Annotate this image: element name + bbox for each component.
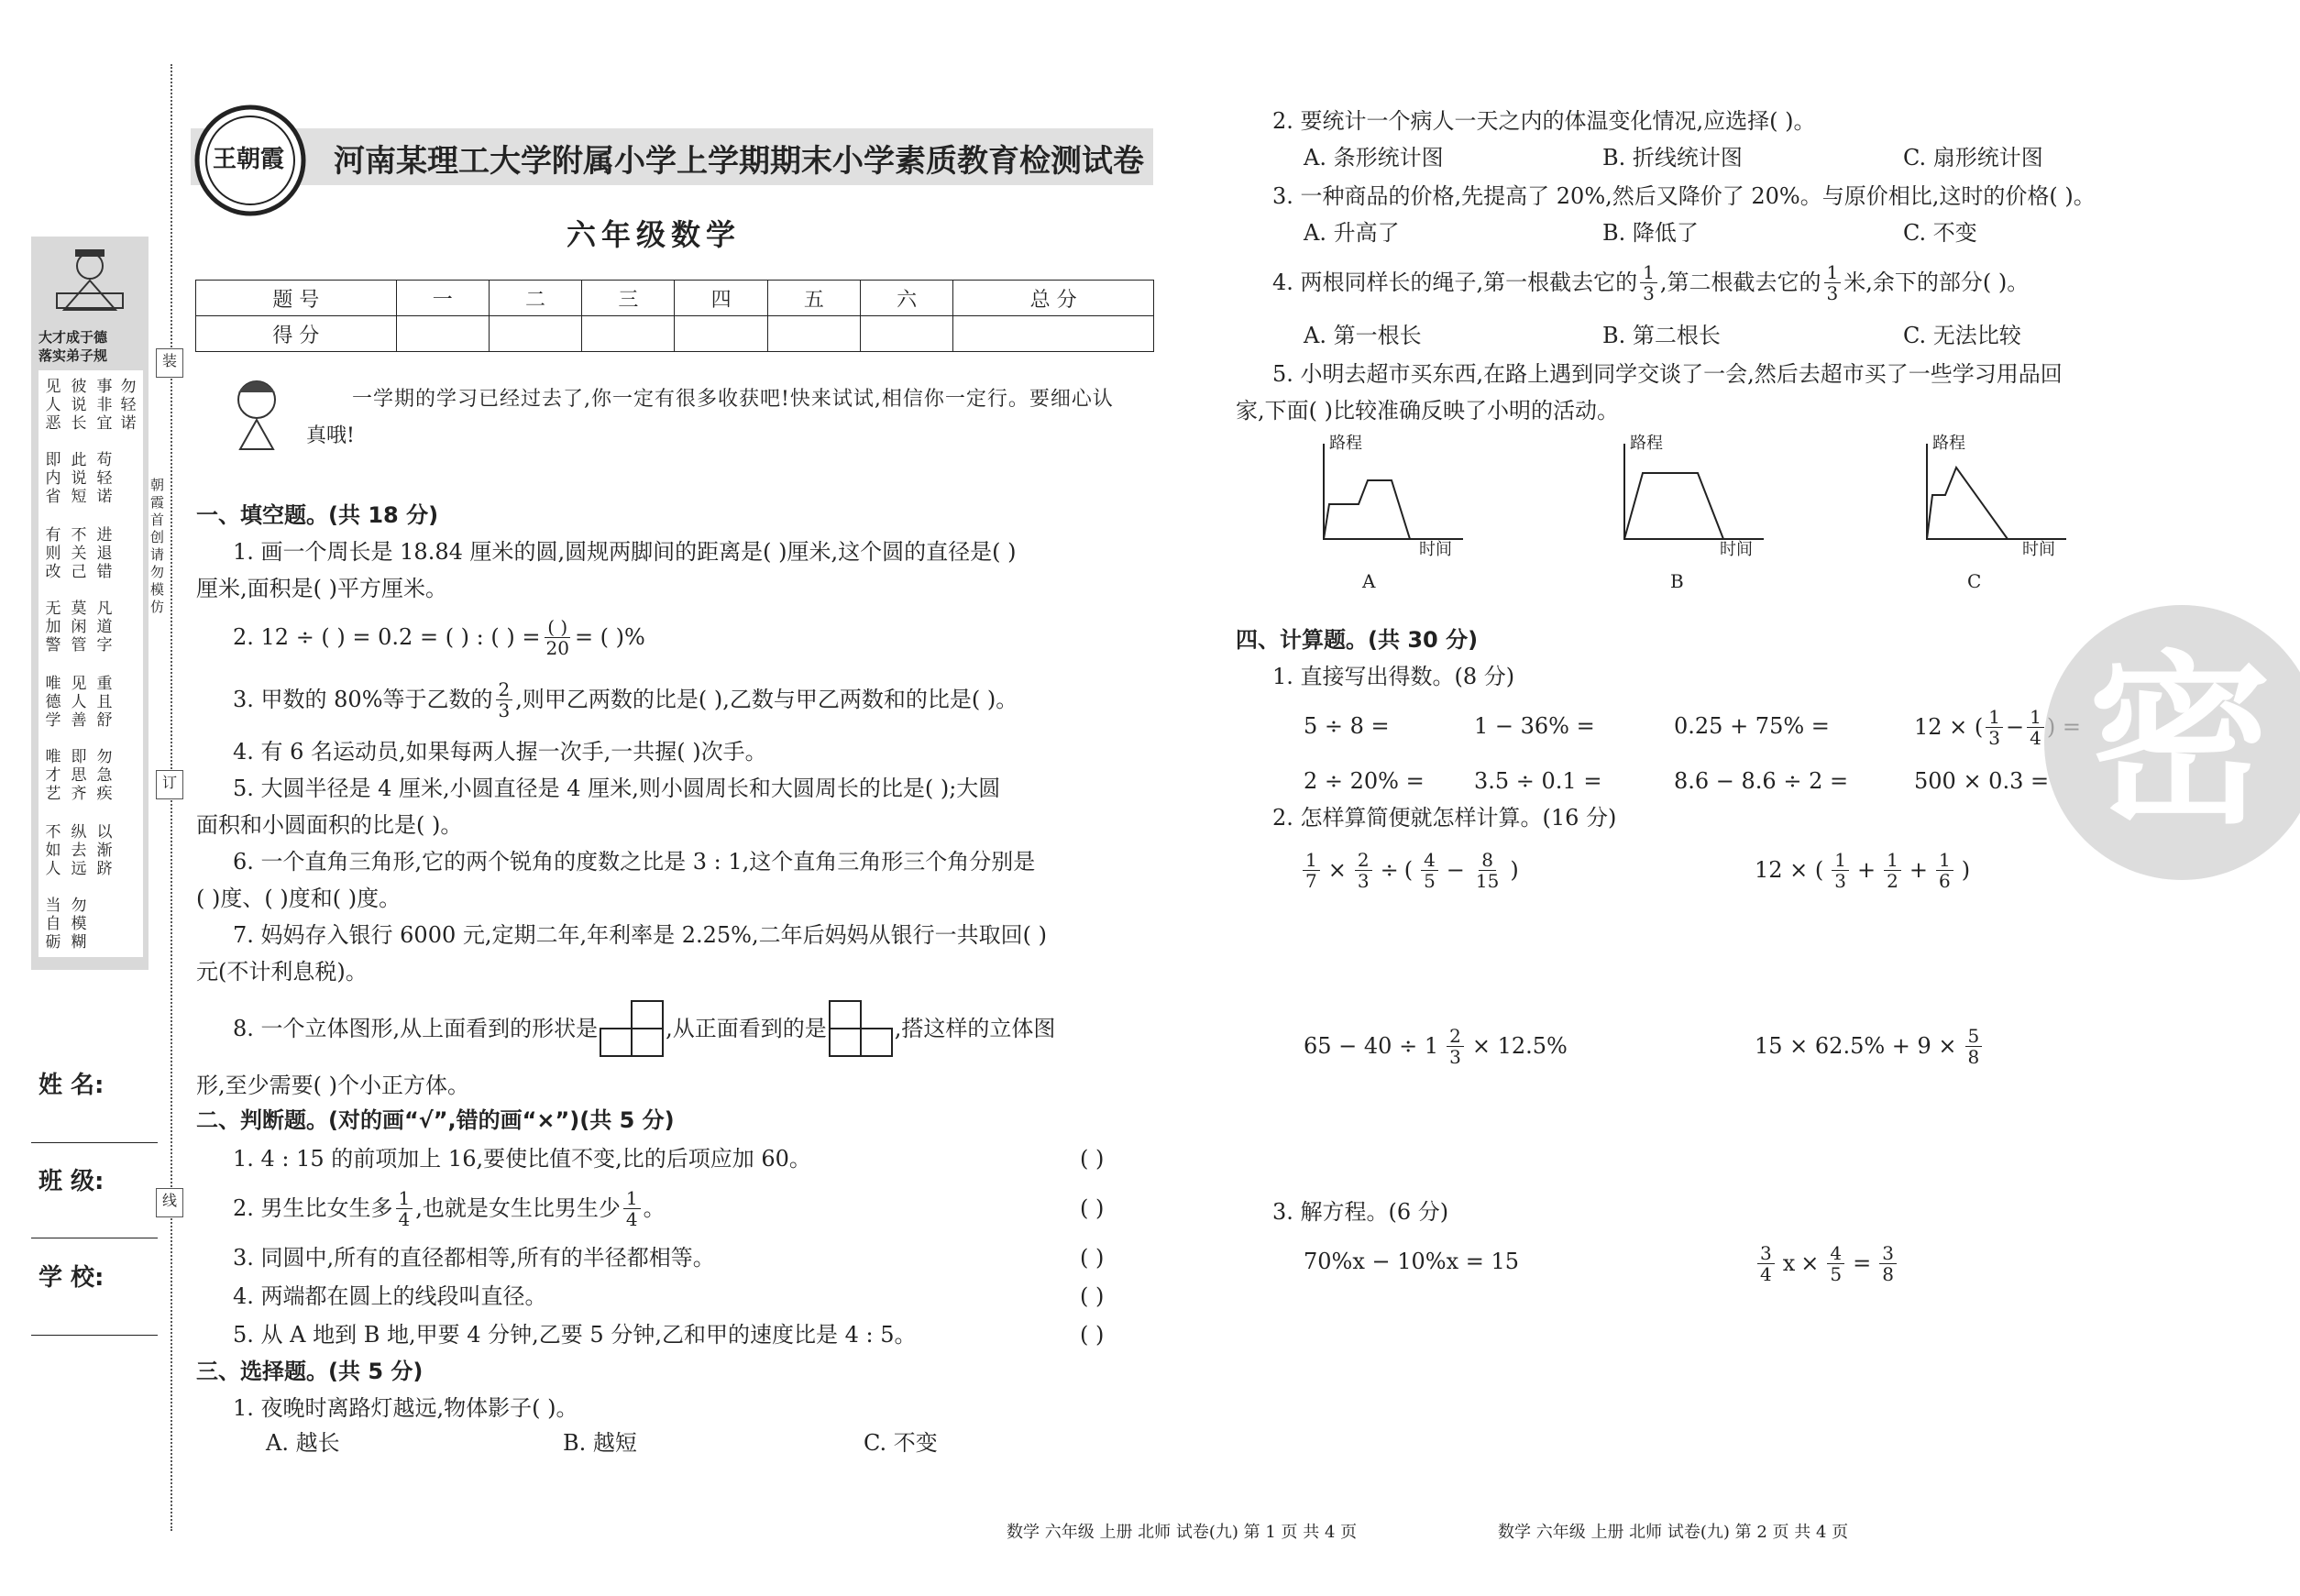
fraction-2-3 <box>1355 850 1372 891</box>
maxim: 彼说长 <box>71 378 87 433</box>
denominator: 4 <box>625 1207 638 1230</box>
fraction-8-15 <box>1473 850 1502 891</box>
maxim: 勿模糊 <box>71 897 87 952</box>
maxim: 当自砺 <box>45 897 61 952</box>
s3-q2-opt-b[interactable]: B. 折线统计图 <box>1602 145 1743 171</box>
fraction-1-3 <box>1986 707 2003 748</box>
denominator: 2 <box>1887 869 1898 892</box>
maxims-panel <box>39 370 143 957</box>
fraction-1-3 <box>1832 850 1849 891</box>
s1-q8-mid: ,从正面看到的是 <box>666 1016 827 1041</box>
subject-title: 六年级数学 <box>567 217 742 252</box>
s1-q2-pre: 2. 12 ÷ ( ) = 0.2 = ( ) : ( ) = <box>233 624 541 650</box>
s1-q6a: 6. 一个直角三角形,它的两个锐角的度数之比是 3 : 1,这个直角三角形三个角分别是 <box>233 849 1036 875</box>
s3-q4-mid2: 米,余下的部分( )。 <box>1843 270 2030 295</box>
graph-b[interactable] <box>1602 431 1767 596</box>
score-input[interactable] <box>767 316 860 352</box>
top-view-shape <box>600 1000 664 1057</box>
score-cell: 题 号 <box>196 281 397 316</box>
seal-char-3: 线 <box>156 1188 183 1217</box>
name-line <box>31 1142 158 1143</box>
op-minus: − <box>1446 857 1465 883</box>
maxim: 以渐跻 <box>96 823 113 878</box>
op-div: ÷ <box>1380 857 1399 883</box>
s1-q2 <box>233 612 645 662</box>
name-label: 姓 名: <box>39 1072 105 1099</box>
score-row-label: 得 分 <box>196 316 397 352</box>
graph-c-plot <box>1905 440 2070 550</box>
denominator: 5 <box>1424 869 1436 892</box>
denominator: 8 <box>1967 1045 1980 1068</box>
s3-q2: 2. 要统计一个病人一天之内的体温变化情况,应选择( )。 <box>1272 108 1816 134</box>
s2-q3: 3. 同圆中,所有的直径都相等,所有的半径都相等。 <box>233 1245 715 1271</box>
maxim: 无加警 <box>45 600 61 655</box>
s3-q3-opt-b[interactable]: B. 降低了 <box>1602 220 1699 246</box>
watermark-char: 密 <box>2088 635 2272 849</box>
expr-pre: 65 − 40 ÷ 1 <box>1304 1033 1439 1059</box>
s4-p3-title: 3. 解方程。(6 分) <box>1272 1199 1449 1225</box>
fraction-2-3 <box>1447 1026 1464 1067</box>
s3-q4-opt-c[interactable]: C. 无法比较 <box>1903 323 2021 348</box>
section2-title: 二、判断题。(对的画“√”,错的画“×”)(共 5 分) <box>196 1107 675 1133</box>
fraction-5-8 <box>1965 1026 1983 1067</box>
class-label: 班 级: <box>39 1168 105 1195</box>
score-cell: 二 <box>489 281 581 316</box>
score-cell: 一 <box>396 281 489 316</box>
section1-title: 一、填空题。(共 18 分) <box>196 502 439 528</box>
op-times: × <box>1800 1250 1820 1276</box>
section4-title: 四、计算题。(共 30 分) <box>1236 627 1479 653</box>
s3-q4-fraction-2 <box>1824 262 1842 303</box>
s1-q5a: 5. 大圆半径是 4 厘米,小圆直径是 4 厘米,则小圆周长和大圆周长的比是( );大圆 <box>233 776 1001 801</box>
denominator: 15 <box>1475 869 1500 892</box>
fraction-1-4 <box>2027 707 2044 748</box>
denominator: 7 <box>1305 869 1317 892</box>
s3-q3-opt-a[interactable]: A. 升高了 <box>1304 220 1400 246</box>
score-input[interactable] <box>861 316 953 352</box>
exam-title: 河南某理工大学附属小学上学期期末小学素质教育检测试卷 <box>334 143 1144 180</box>
footer-right: 数学 六年级 上册 北师 试卷(九) 第 2 页 共 4 页 <box>1498 1523 1849 1542</box>
maxim: 纵去远 <box>71 823 87 878</box>
maxim: 勿轻诺 <box>120 378 137 433</box>
front-view-shape <box>829 1000 893 1057</box>
maxim: 苟轻诺 <box>96 451 113 506</box>
numerator: 1 <box>2027 707 2044 728</box>
graph-a-xlabel: 时间 <box>1419 540 1452 559</box>
numerator: 1 <box>1986 707 2003 728</box>
numerator: 1 <box>1936 850 1953 871</box>
s1-q7b: 元(不计利息税)。 <box>196 959 368 985</box>
rparen: ) <box>1510 857 1519 883</box>
s4-p1-r2-c1: 2 ÷ 20% = <box>1304 768 1425 794</box>
s2-q4: 4. 两端都在圆上的线段叫直径。 <box>233 1283 547 1309</box>
sidebar-caption-1: 大才成于德 <box>39 329 108 346</box>
graph-b-plot <box>1602 440 1767 550</box>
twelve: 12 × ( <box>1755 857 1824 883</box>
numerator: 1 <box>623 1188 641 1209</box>
denominator: 3 <box>1449 1045 1461 1068</box>
score-cell: 总 分 <box>953 281 1154 316</box>
s1-q1b: 厘米,面积是( )平方厘米。 <box>196 576 447 601</box>
s3-q5b: 家,下面( )比较准确反映了小明的活动。 <box>1236 398 1619 424</box>
graph-b-ylabel: 路程 <box>1630 434 1663 453</box>
graph-a-label: A <box>1362 570 1376 592</box>
numerator: 4 <box>1421 850 1438 871</box>
score-header-row <box>196 281 1154 316</box>
denominator: 5 <box>1830 1262 1843 1285</box>
numerator: 2 <box>496 679 513 700</box>
s2-q1-answer[interactable]: ( ) <box>1080 1146 1105 1172</box>
school-label: 学 校: <box>39 1264 105 1292</box>
s4-p2-e1 <box>1300 843 1519 897</box>
intro-text: 一学期的学习已经过去了,你一定有很多收获吧!快来试试,相信你一定行。要细心认 <box>352 388 1114 411</box>
maxim: 见人善 <box>71 675 87 730</box>
rparen: ) <box>1961 857 1971 883</box>
maxim: 唯才艺 <box>45 748 61 803</box>
s3-q3: 3. 一种商品的价格,先提高了 20%,然后又降价了 20%。与原价相比,这时的价格( )。 <box>1272 183 2096 209</box>
denominator: 20 <box>545 636 569 659</box>
s2-q2-post: 。 <box>643 1195 666 1221</box>
numerator: 1 <box>1303 850 1320 871</box>
fraction-1-6 <box>1936 850 1953 891</box>
denominator: 3 <box>1834 869 1847 892</box>
s2-q2-fraction-1 <box>396 1188 413 1229</box>
maxim: 事非宜 <box>96 378 113 433</box>
s1-q3 <box>233 675 1018 724</box>
s3-q1-opt-c[interactable]: C. 不变 <box>864 1430 938 1456</box>
maxim: 见人恶 <box>45 378 61 433</box>
s3-q4-pre: 4. 两根同样长的绳子,第一根截去它的 <box>1272 270 1638 295</box>
s2-q2-mid: ,也就是女生比男生少 <box>415 1195 621 1221</box>
fraction-4-5 <box>1827 1243 1844 1284</box>
s1-q2-fraction <box>543 617 571 658</box>
s1-q5b: 面积和小圆面积的比是( )。 <box>196 812 463 838</box>
denominator: 3 <box>498 699 511 721</box>
numerator: 1 <box>1884 850 1901 871</box>
numerator: 4 <box>1827 1243 1844 1264</box>
binding-text: 朝霞首创 请勿模仿 <box>150 477 165 615</box>
s1-q3-post: ,则甲乙两数的比是( ),乙数与甲乙两数和的比是( )。 <box>515 687 1018 712</box>
maxim: 有则改 <box>45 526 61 581</box>
s2-q2-pre: 2. 男生比女生多 <box>233 1195 393 1221</box>
numerator: 3 <box>1757 1243 1775 1264</box>
logo-text: 王朝霞 <box>213 146 285 173</box>
s1-q7a: 7. 妈妈存入银行 6000 元,定期二年,年利率是 2.25%,二年后妈妈从银行一共取回( ) <box>233 922 1047 948</box>
graph-a-ylabel: 路程 <box>1329 434 1362 453</box>
maxim: 勿急疾 <box>96 748 113 803</box>
s3-q5a: 5. 小明去超市买东西,在路上遇到同学交谈了一会,然后去超市买了一些学习用品回 <box>1272 361 2063 387</box>
s3-q4-mid: ,第二根截去它的 <box>1659 270 1821 295</box>
s1-q3-fraction <box>496 679 513 721</box>
s2-q2 <box>233 1183 666 1234</box>
score-cell: 三 <box>582 281 675 316</box>
s4-p3-e1: 70%x − 10%x = 15 <box>1304 1249 1520 1274</box>
graph-b-xlabel: 时间 <box>1720 540 1753 559</box>
s2-q1: 1. 4 : 15 的前项加上 16,要使比值不变,比的后项应加 60。 <box>233 1146 811 1172</box>
maxim: 凡道字 <box>96 600 113 655</box>
score-cell: 六 <box>861 281 953 316</box>
numerator: 1 <box>396 1188 413 1209</box>
expr-pre: 12 × ( <box>1914 714 1984 740</box>
numerator: 5 <box>1965 1026 1983 1047</box>
seal-char-1: 装 <box>156 348 183 378</box>
op-plus: + <box>1857 857 1876 883</box>
seal-char-2: 订 <box>156 770 183 799</box>
op-times: × <box>1327 857 1347 883</box>
s4-p1-r1-c3: 0.25 + 75% = <box>1674 713 1830 739</box>
s1-q3-pre: 3. 甲数的 80%等于乙数的 <box>233 687 493 712</box>
lparen: ( <box>1403 857 1414 883</box>
s3-q3-opt-c[interactable]: C. 不变 <box>1903 220 1977 246</box>
graph-c[interactable] <box>1905 431 2070 596</box>
left-sidebar <box>31 237 149 970</box>
s2-q2-answer[interactable]: ( ) <box>1080 1195 1105 1221</box>
denominator: 3 <box>1357 869 1370 892</box>
denominator: 4 <box>1760 1262 1772 1285</box>
op-eq: = <box>1853 1250 1872 1276</box>
numerator: ( ) <box>545 617 570 638</box>
numerator: 1 <box>1824 262 1842 283</box>
s4-p1-r1-c1: 5 ÷ 8 = <box>1304 713 1390 739</box>
denominator: 8 <box>1882 1262 1894 1285</box>
denominator: 3 <box>1826 281 1839 304</box>
s2-q5: 5. 从 A 地到 B 地,甲要 4 分钟,乙要 5 分钟,乙和甲的速度比是 4 : 5。 <box>233 1322 917 1348</box>
s2-q4-answer[interactable]: ( ) <box>1080 1283 1105 1309</box>
footer-left: 数学 六年级 上册 北师 试卷(九) 第 1 页 共 4 页 <box>1007 1523 1358 1542</box>
s4-p1-r2-c4: 500 × 0.3 = <box>1914 768 2050 794</box>
s3-q1-opt-b[interactable]: B. 越短 <box>563 1430 637 1456</box>
graph-c-xlabel: 时间 <box>2022 540 2055 559</box>
s4-p2-e3 <box>1304 1019 1568 1073</box>
graph-a[interactable] <box>1302 431 1467 596</box>
expr-pre: 15 × 62.5% + 9 × <box>1755 1033 1957 1059</box>
scholar-icon <box>51 246 128 319</box>
maxim: 莫闲管 <box>71 600 87 655</box>
s4-p2-title: 2. 怎样算简便就怎样计算。(16 分) <box>1272 805 1617 831</box>
s4-p1-r2-c2: 3.5 ÷ 0.1 = <box>1474 768 1602 794</box>
s3-q4-opt-a[interactable]: A. 第一根长 <box>1304 323 1422 348</box>
s3-q2-opt-a[interactable]: A. 条形统计图 <box>1304 145 1444 171</box>
score-value-row <box>196 316 1154 352</box>
s1-q8-post: ,搭这样的立体图 <box>894 1016 1056 1041</box>
s1-q8-pre: 8. 一个立体图形,从上面看到的形状是 <box>233 1016 599 1041</box>
girl-mascot-icon <box>220 374 293 451</box>
score-input[interactable] <box>675 316 767 352</box>
section3-title: 三、选择题。(共 5 分) <box>196 1359 424 1384</box>
s3-q2-opt-c[interactable]: C. 扇形统计图 <box>1903 145 2043 171</box>
s4-p2-e4 <box>1755 1019 1985 1073</box>
maxim: 唯德学 <box>45 675 61 730</box>
score-input[interactable] <box>953 316 1154 352</box>
s1-q4: 4. 有 6 名运动员,如果每两人握一次手,一共握( )次手。 <box>233 739 767 765</box>
fraction-4-5 <box>1421 850 1438 891</box>
school-line <box>31 1335 158 1336</box>
denominator: 4 <box>2030 726 2041 749</box>
graph-a-plot <box>1302 440 1467 550</box>
fraction-1-2 <box>1884 850 1901 891</box>
score-table <box>195 280 1154 352</box>
op-plus: + <box>1909 857 1928 883</box>
score-input[interactable] <box>396 316 489 352</box>
numerator: 3 <box>1879 1243 1897 1264</box>
s4-p1-r1-c2: 1 − 36% = <box>1474 713 1595 739</box>
score-cell: 四 <box>675 281 767 316</box>
numerator: 1 <box>1640 262 1657 283</box>
maxim: 重且舒 <box>96 675 113 730</box>
s2-q3-answer[interactable]: ( ) <box>1080 1245 1105 1271</box>
maxim: 进退错 <box>96 526 113 581</box>
maxim: 此说短 <box>71 451 87 506</box>
s4-p1-r2-c3: 8.6 − 8.6 ÷ 2 = <box>1674 768 1849 794</box>
s2-q5-answer[interactable]: ( ) <box>1080 1322 1105 1348</box>
s4-p2-e2 <box>1755 843 1970 897</box>
s3-q4-fraction-1 <box>1640 262 1657 303</box>
score-input[interactable] <box>582 316 675 352</box>
numerator: 1 <box>1832 850 1849 871</box>
s4-p3-e2 <box>1755 1238 1899 1289</box>
fraction-3-8 <box>1879 1243 1897 1284</box>
maxim: 即内省 <box>45 451 61 506</box>
graph-c-ylabel: 路程 <box>1932 434 1965 453</box>
graph-b-label: B <box>1670 570 1684 592</box>
s2-q2-fraction-2 <box>623 1188 641 1229</box>
var-x: x <box>1782 1250 1796 1276</box>
s4-p1-title: 1. 直接写出得数。(8 分) <box>1272 664 1515 689</box>
s1-q1a: 1. 画一个周长是 18.84 厘米的圆,圆规两脚间的距离是( )厘米,这个圆的直径是( ) <box>233 539 1017 565</box>
fraction-3-4 <box>1757 1243 1775 1284</box>
s3-q1-opt-a[interactable]: A. 越长 <box>266 1430 340 1456</box>
op-minus: − <box>2006 714 2025 740</box>
expr-post: × 12.5% <box>1471 1033 1568 1059</box>
score-cell: 五 <box>767 281 860 316</box>
s1-q8b: 形,至少需要( )个小正方体。 <box>196 1073 469 1098</box>
numerator: 8 <box>1479 850 1496 871</box>
score-input[interactable] <box>489 316 581 352</box>
maxim: 不关己 <box>71 526 87 581</box>
sidebar-caption-2: 落实弟子规 <box>39 347 108 364</box>
maxim: 即思齐 <box>71 748 87 803</box>
numerator: 2 <box>1447 1026 1464 1047</box>
denominator: 3 <box>1988 726 2001 749</box>
s3-q1: 1. 夜晚时离路灯越远,物体影子( )。 <box>233 1395 578 1421</box>
graph-c-label: C <box>1967 570 1982 592</box>
s3-q4-opt-b[interactable]: B. 第二根长 <box>1602 323 1721 348</box>
denominator: 3 <box>1643 281 1655 304</box>
s1-q8a <box>233 999 1055 1058</box>
s1-q6b: ( )度、( )度和( )度。 <box>196 886 402 911</box>
fraction-1-7 <box>1303 850 1320 891</box>
denominator: 4 <box>398 1207 411 1230</box>
numerator: 2 <box>1355 850 1372 871</box>
s3-q4 <box>1272 257 2029 308</box>
intro-text-2: 真哦! <box>306 424 355 447</box>
denominator: 6 <box>1938 869 1951 892</box>
maxim: 不如人 <box>45 823 61 878</box>
s1-q2-post: = ( )% <box>574 624 645 650</box>
watermark-seal <box>2044 605 2300 880</box>
